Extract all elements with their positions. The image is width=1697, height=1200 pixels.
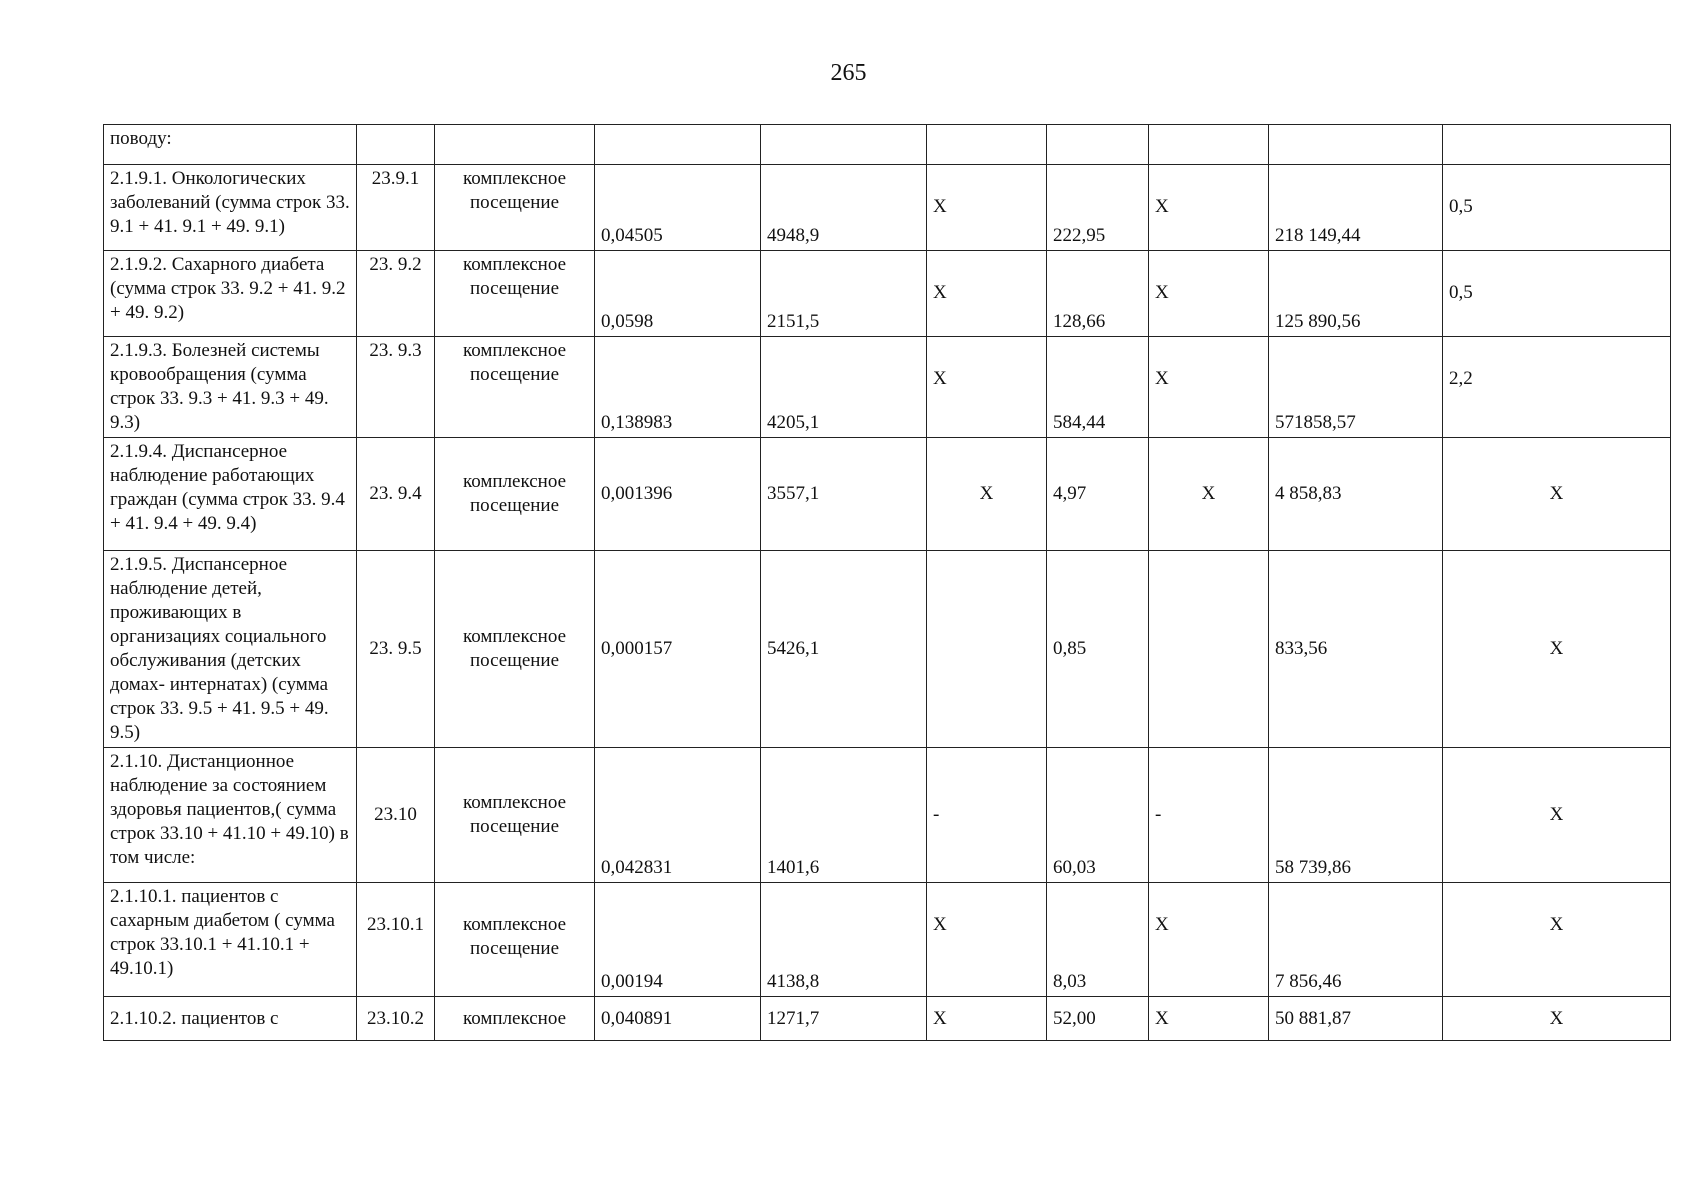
table-row: [104, 748, 1671, 883]
value-dash: -: [1149, 748, 1269, 883]
value-share: X: [1443, 551, 1671, 748]
empty-cell: [435, 125, 595, 165]
row-unit: комплексное: [435, 997, 595, 1041]
value-x: X: [1149, 165, 1269, 251]
row-code: 23. 9.2: [357, 251, 435, 337]
value-share: X: [1443, 748, 1671, 883]
value-cost: 4205,1: [761, 337, 927, 438]
empty-cell: [927, 125, 1047, 165]
empty-cell: [1047, 125, 1149, 165]
value-x: X: [927, 997, 1047, 1041]
value-share: X: [1443, 438, 1671, 551]
value-cost: 1271,7: [761, 997, 927, 1041]
value-x: [1149, 551, 1269, 748]
value-share: X: [1443, 883, 1671, 997]
value-total: 4 858,83: [1269, 438, 1443, 551]
value-x: X: [1149, 337, 1269, 438]
value-cost: 5426,1: [761, 551, 927, 748]
row-unit: комплексное посещение: [435, 165, 595, 251]
empty-cell: [1269, 125, 1443, 165]
value-total: 58 739,86: [1269, 748, 1443, 883]
value-total: 125 890,56: [1269, 251, 1443, 337]
table-row: [104, 251, 1671, 337]
value-x: [927, 551, 1047, 748]
row-label: 2.1.10.1. пациентов с сахарным диабетом ( сумма строк 33.10.1 + 41.10.1 + 49.10.1): [104, 883, 357, 997]
value-per-capita: 60,03: [1047, 748, 1149, 883]
value-volume: 0,042831: [595, 748, 761, 883]
row-label: 2.1.10. Дистанционное наблюдение за состоянием здоровья пациентов,( сумма строк 33.10 + 41.10 + 49.10) в том числе:: [104, 748, 357, 883]
value-dash: -: [927, 748, 1047, 883]
value-share: 2,2: [1443, 337, 1671, 438]
row-unit: комплексное посещение: [435, 251, 595, 337]
value-per-capita: 8,03: [1047, 883, 1149, 997]
value-total: 833,56: [1269, 551, 1443, 748]
table-row: [104, 997, 1671, 1041]
value-x: X: [1149, 438, 1269, 551]
row-label: 2.1.9.4. Диспансерное наблюдение работающих граждан (сумма строк 33. 9.4 + 41. 9.4 + 49. 9.4): [104, 438, 357, 551]
empty-cell: [761, 125, 927, 165]
value-cost: 4948,9: [761, 165, 927, 251]
value-total: 7 856,46: [1269, 883, 1443, 997]
value-x: X: [1149, 251, 1269, 337]
value-share: 0,5: [1443, 251, 1671, 337]
value-x: X: [927, 883, 1047, 997]
row-code: 23. 9.4: [357, 438, 435, 551]
row-unit: комплексное посещение: [435, 438, 595, 551]
value-cost: 4138,8: [761, 883, 927, 997]
row-code: 23.10.2: [357, 997, 435, 1041]
row-label: 2.1.9.2. Сахарного диабета (сумма строк 33. 9.2 + 41. 9.2 + 49. 9.2): [104, 251, 357, 337]
value-share: 0,5: [1443, 165, 1671, 251]
table-row: [104, 551, 1671, 748]
empty-cell: [1149, 125, 1269, 165]
row-code: 23.10: [357, 748, 435, 883]
row-label: 2.1.9.3. Болезней системы кровообращения (сумма строк 33. 9.3 + 41. 9.3 + 49. 9.3): [104, 337, 357, 438]
table-row: [104, 438, 1671, 551]
row-code: 23.9.1: [357, 165, 435, 251]
row-label: 2.1.9.5. Диспансерное наблюдение детей, проживающих в организациях социального обслуживания (детских домах- интернатах) (сумма строк 33. 9.5 + 41. 9.5 + 49. 9.5): [104, 551, 357, 748]
value-x: X: [927, 251, 1047, 337]
value-share: X: [1443, 997, 1671, 1041]
row-unit: комплексное посещение: [435, 748, 595, 883]
value-per-capita: 0,85: [1047, 551, 1149, 748]
value-total: 571858,57: [1269, 337, 1443, 438]
row-code: 23. 9.3: [357, 337, 435, 438]
value-cost: 3557,1: [761, 438, 927, 551]
page-number: 265: [830, 60, 867, 86]
value-x: X: [927, 165, 1047, 251]
row-label: 2.1.9.1. Онкологических заболеваний (сумма строк 33. 9.1 + 41. 9.1 + 49. 9.1): [104, 165, 357, 251]
table-row: [104, 883, 1671, 997]
value-volume: 0,0598: [595, 251, 761, 337]
value-volume: 0,138983: [595, 337, 761, 438]
value-volume: 0,04505: [595, 165, 761, 251]
empty-cell: [1443, 125, 1671, 165]
row-unit: комплексное посещение: [435, 337, 595, 438]
row-code: 23. 9.5: [357, 551, 435, 748]
table-row: [104, 125, 1671, 165]
row-label: поводу:: [104, 125, 357, 165]
value-cost: 2151,5: [761, 251, 927, 337]
row-unit: комплексное посещение: [435, 883, 595, 997]
value-x: X: [927, 438, 1047, 551]
value-volume: 0,000157: [595, 551, 761, 748]
value-x: X: [1149, 997, 1269, 1041]
value-total: 50 881,87: [1269, 997, 1443, 1041]
row-label: 2.1.10.2. пациентов с: [104, 997, 357, 1041]
value-x: X: [927, 337, 1047, 438]
empty-cell: [357, 125, 435, 165]
value-total: 218 149,44: [1269, 165, 1443, 251]
row-unit: комплексное посещение: [435, 551, 595, 748]
row-code: 23.10.1: [357, 883, 435, 997]
value-x: X: [1149, 883, 1269, 997]
value-per-capita: 128,66: [1047, 251, 1149, 337]
empty-cell: [595, 125, 761, 165]
table-row: [104, 165, 1671, 251]
value-cost: 1401,6: [761, 748, 927, 883]
value-per-capita: 584,44: [1047, 337, 1149, 438]
data-table: [103, 124, 1671, 1041]
value-per-capita: 52,00: [1047, 997, 1149, 1041]
value-volume: 0,040891: [595, 997, 761, 1041]
value-volume: 0,00194: [595, 883, 761, 997]
value-per-capita: 4,97: [1047, 438, 1149, 551]
value-volume: 0,001396: [595, 438, 761, 551]
table-row: [104, 337, 1671, 438]
value-per-capita: 222,95: [1047, 165, 1149, 251]
